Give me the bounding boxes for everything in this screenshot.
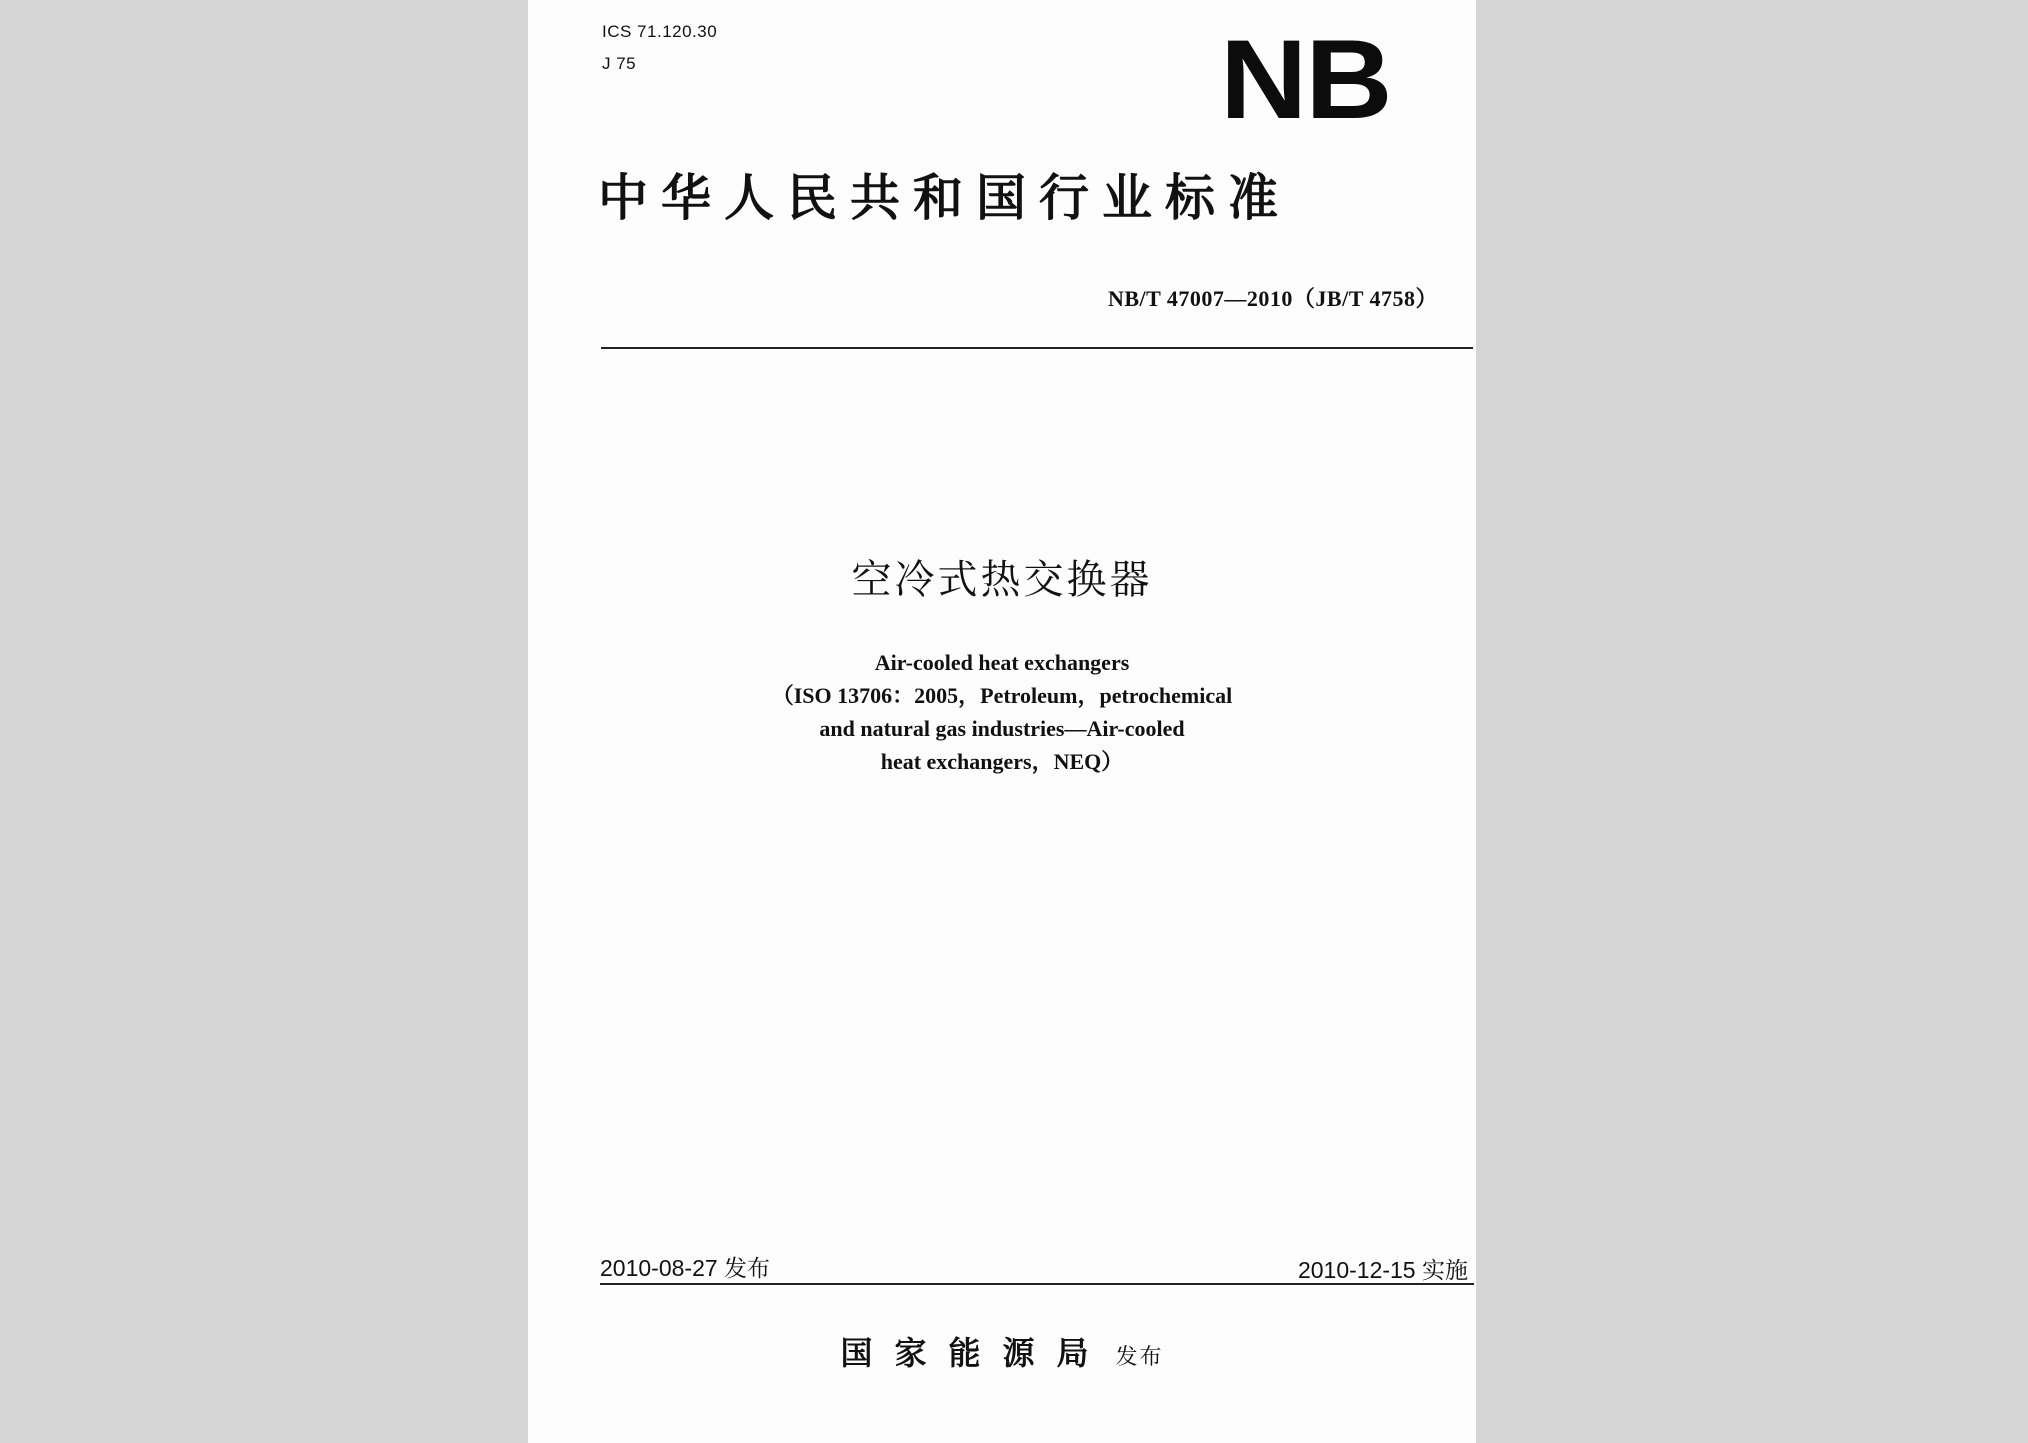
ccs-code: J 75 (602, 54, 637, 73)
english-title-line: heat exchangers，NEQ） (880, 749, 1124, 774)
english-title-line: Air-cooled heat exchangers (874, 650, 1130, 675)
document-title-english (528, 646, 1476, 778)
top-divider (601, 347, 1473, 349)
standard-number: NB/T 47007—2010（JB/T 4758） (1107, 286, 1438, 311)
english-title-line: （ISO 13706：2005，Petroleum，petrochemical (771, 683, 1233, 708)
publisher-org: 国家能源局 (840, 1334, 1111, 1372)
document-title-chinese: 空冷式热交换器 (851, 557, 1153, 603)
english-title-line: and natural gas industries—Air-cooled (819, 716, 1185, 741)
issue-date: 2010-08-27 发布 (600, 1255, 771, 1281)
publisher (528, 1328, 1476, 1374)
nb-logo: NB (1220, 17, 1391, 142)
bottom-divider (600, 1283, 1474, 1285)
implementation-date: 2010-12-15 实施 (1297, 1257, 1468, 1283)
ics-code: ICS 71.120.30 (602, 22, 718, 41)
cover-page (528, 0, 1476, 1443)
publisher-action: 发布 (1115, 1345, 1164, 1370)
standard-category-title: 中华人民共和国行业标准 (598, 169, 1291, 227)
